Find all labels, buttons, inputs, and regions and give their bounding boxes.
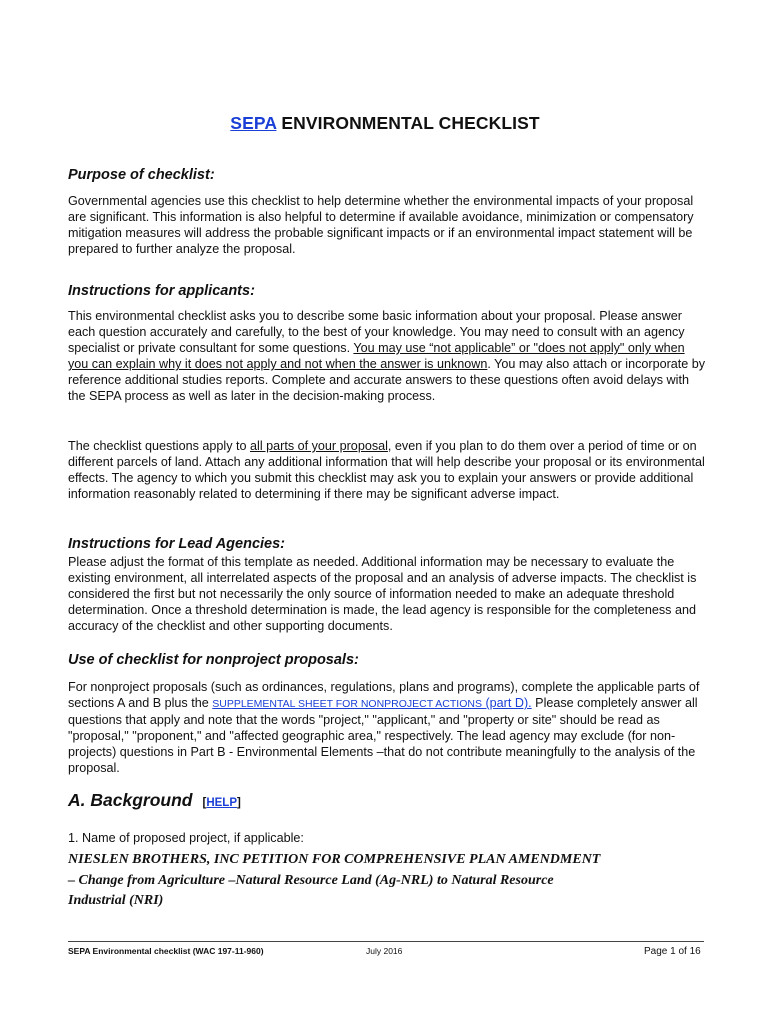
help-link[interactable]: HELP [206, 797, 237, 809]
footer-page-number: Page 1 of 16 [644, 946, 701, 957]
project-name-answer [68, 850, 688, 912]
purpose-heading: Purpose of checklist: [68, 167, 215, 183]
lead-agencies-text: Please adjust the format of this template as needed. Additional information may be necessary to evaluate the existing environment, all interrelated aspects of the proposal and an analysis of adverse impacts. The checklist is considered the first but not necessarily the only source of information needed to make an adequate threshold determination. Once a threshold determination is made, the lead agency is responsible for the completeness and accuracy of the checklist and other supporting documents. [68, 555, 697, 634]
title-text: ENVIRONMENTAL CHECKLIST [276, 113, 540, 133]
answer-line-1: NIESLEN BROTHERS, INC PETITION FOR COMPREHENSIVE PLAN AMENDMENT [68, 852, 601, 867]
nonproject-heading: Use of checklist for nonproject proposals: [68, 652, 359, 668]
applicants-text-b: . You may also attach or incorporate by reference additional studies reports. Complete and accurate answers to these questions often avoid delays with the SEPA process as well as later in the decision-making process. [68, 357, 706, 404]
nonproject-text-a: For nonproject proposals (such as ordinances, regulations, plans and programs), complete the applicable parts of sections A and B plus the [68, 680, 700, 711]
applicants-p2-underlined: all parts of your proposal [250, 439, 388, 453]
nonproject-text-b: Please completely answer all questions that apply and note that the words "project," "applicant," and "property or site" should be read as "proposal," "proponent," and "affected geographic area," respectively. The lead agency may exclude (for non-projects) questions in Part B - Environmental Elements –that do not contribute meaningfully to the analysis of the proposal. [68, 696, 698, 776]
applicants-underlined-text: You may use “not applicable” or "does not apply" only when you can explain why it does not apply and not when the answer is unknown [68, 341, 685, 372]
applicants-paragraph-1 [68, 308, 708, 405]
part-d-link[interactable]: (part D). [481, 696, 532, 711]
supplemental-sheet-link[interactable]: SUPPLEMENTAL SHEET FOR NONPROJECT ACTIONS [212, 698, 482, 711]
purpose-text: Governmental agencies use this checklist to help determine whether the environmental impacts of your proposal are significant. This information is also helpful to determine if available avoidance, minimization or compensatory mitigation measures will address the probable significant impacts or if an environmental impact statement will be prepared to further analyze the proposal. [68, 194, 694, 257]
applicants-p2-text-a: The checklist questions apply to [68, 439, 251, 453]
nonproject-text [68, 679, 708, 777]
footer-date: July 2016 [366, 946, 403, 956]
background-title: A. Background [68, 790, 193, 810]
applicants-text-a: This environmental checklist asks you to describe some basic information about your proposal. Please answer each question accurately and carefully, to the best of your knowledge. You may need to consult with an agency specialist or private consultant for some questions. [68, 309, 685, 356]
background-heading [68, 790, 241, 811]
applicants-p2-text-b: , even if you plan to do them over a period of time or on different parcels of land. Attach any additional information that will help describe your proposal or its environmental effects. The agency to which you submit this checklist may ask you to explain your answers or provide additional information reasonably related to determining if there may be significant adverse impact. [68, 439, 705, 502]
applicants-paragraph-2 [68, 438, 708, 502]
sepa-link[interactable]: SEPA [230, 113, 277, 133]
answer-line-2: – Change from Agriculture –Natural Resource Land (Ag-NRL) to Natural Resource [68, 872, 554, 888]
applicants-heading: Instructions for applicants: [68, 283, 255, 299]
footer-left: SEPA Environmental checklist (WAC 197-11-960) [68, 946, 264, 956]
answer-line-3: Industrial (NRI) [68, 893, 164, 908]
question-1-label: 1. Name of proposed project, if applicable: [68, 831, 304, 845]
lead-agencies-heading: Instructions for Lead Agencies: [68, 536, 285, 552]
help-bracket: [HELP] [202, 797, 241, 809]
footer-divider [68, 941, 704, 942]
page-title [0, 113, 770, 134]
